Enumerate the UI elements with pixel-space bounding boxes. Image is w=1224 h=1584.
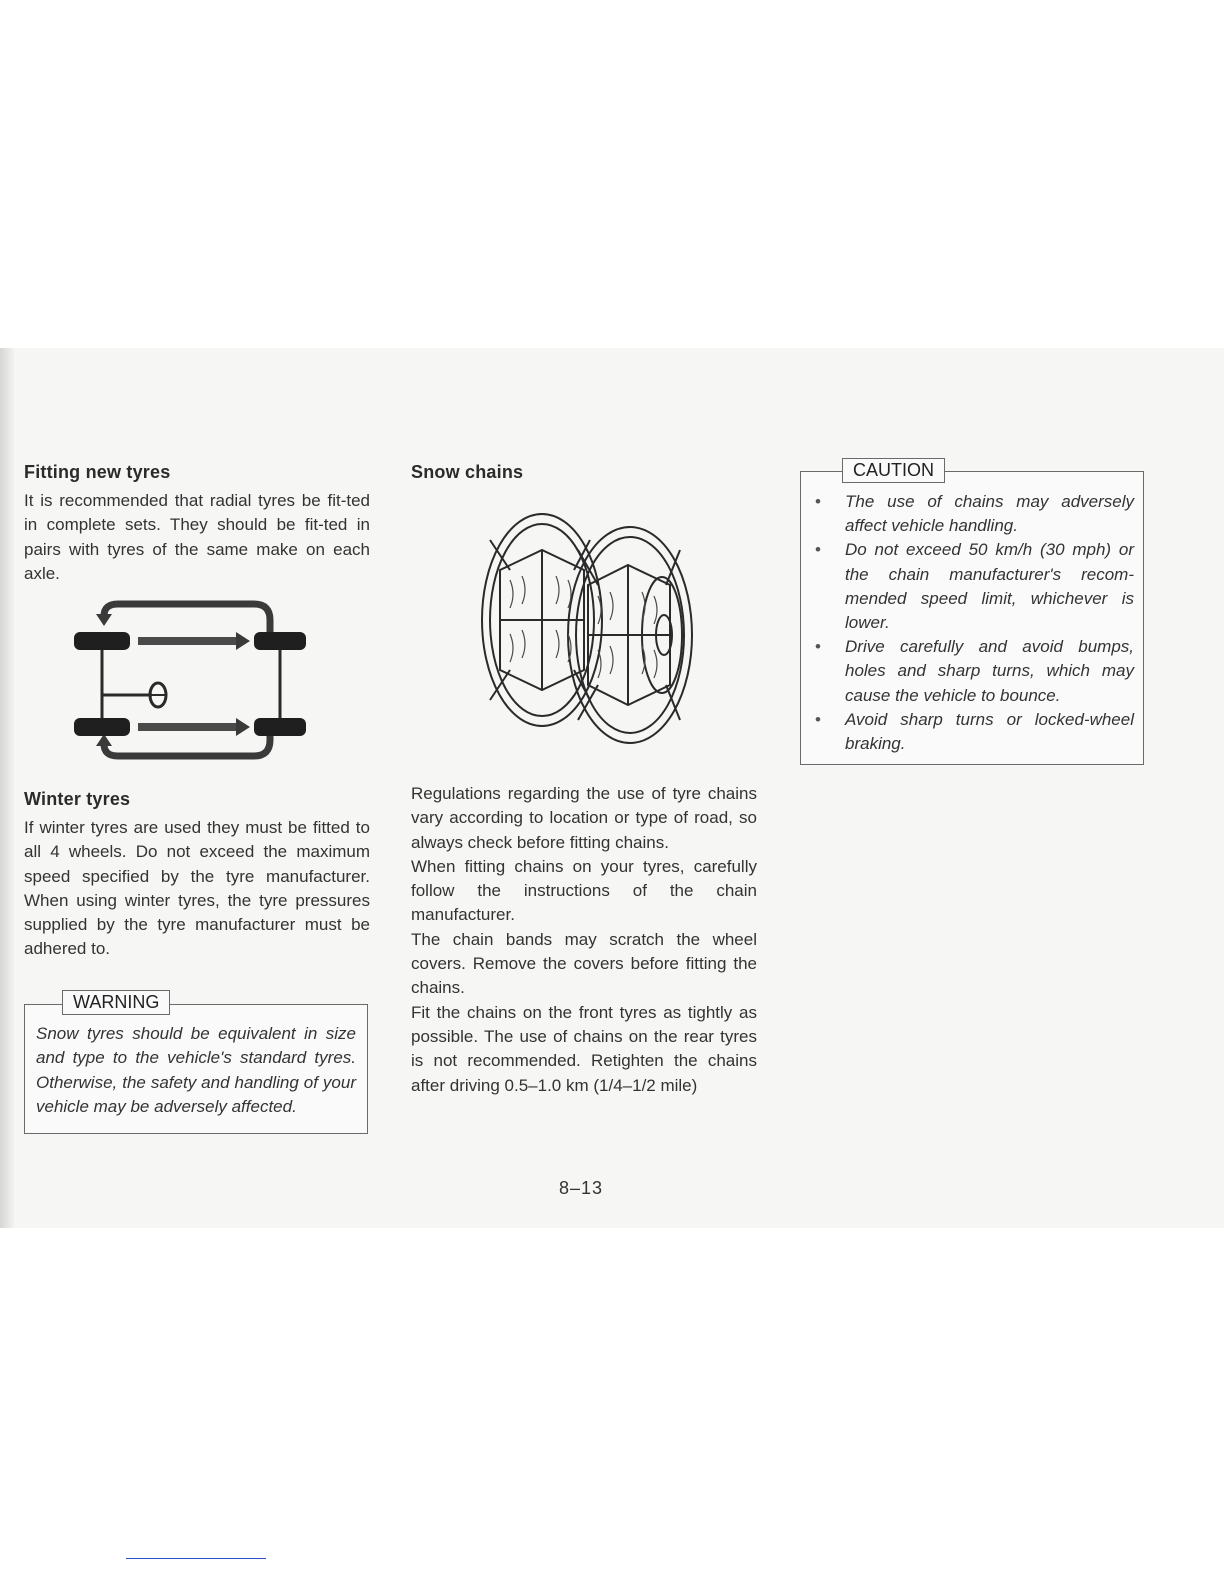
caution-item: • Avoid sharp turns or locked-wheel braking.	[812, 708, 1134, 756]
fitting-text: It is recommended that radial tyres be fit-ted in complete sets. They should be fit-ted in pairs with tyres of the same make on each axle.	[24, 491, 370, 583]
caution-item: • Drive carefully and avoid bumps, holes and sharp turns, which may cause the vehicle to bounce.	[812, 635, 1134, 708]
page-spine-shadow	[0, 348, 14, 1228]
tyre-rotation-diagram	[60, 590, 320, 770]
footer-link-underline	[126, 1558, 266, 1559]
warning-text: Snow tyres should be equivalent in size and type to the vehicle's standard tyres. Otherwise, the safety and handling of your vehicle may be adversely affected.	[36, 1024, 356, 1116]
snow-paragraph-3: The chain bands may scratch the wheel covers. Remove the covers before fitting the chains.	[411, 929, 757, 998]
snow-chains-text	[411, 782, 757, 1098]
warning-label: WARNING	[62, 990, 170, 1015]
fitting-section	[24, 462, 370, 586]
caution-label: CAUTION	[842, 458, 945, 483]
caution-item: • The use of chains may adversely affect vehicle handling.	[812, 490, 1134, 538]
fitting-heading: Fitting new tyres	[24, 462, 171, 482]
caution-item: • Do not exceed 50 km/h (30 mph) or the chain manufacturer's recom-mended speed limit, whichever is lower.	[812, 538, 1134, 635]
winter-section	[24, 789, 370, 962]
snow-paragraph-4: Fit the chains on the front tyres as tightly as possible. The use of chains on the rear tyres is not recommended. Retighten the chains after driving 0.5–1.0 km (1/4–1/2 mile)	[411, 1002, 757, 1095]
snow-paragraph-2: When fitting chains on your tyres, carefully follow the instructions of the chain manufacturer.	[411, 856, 757, 925]
snow-paragraph-1: Regulations regarding the use of tyre chains vary according to location or type of road, so always check before fitting chains.	[411, 784, 757, 852]
caution-list	[812, 490, 1134, 756]
snow-chains-header	[411, 462, 757, 489]
snow-chains-heading: Snow chains	[411, 462, 524, 482]
page-number: 8–13	[559, 1178, 604, 1198]
winter-text: If winter tyres are used they must be fitted to all 4 wheels. Do not exceed the maximum speed specified by the tyre manufacturer. When using winter tyres, the tyre pressures supplied by the tyre manufacturer must be adhered to.	[24, 818, 370, 959]
winter-heading: Winter tyres	[24, 789, 131, 809]
snow-chains-illustration	[470, 510, 705, 750]
